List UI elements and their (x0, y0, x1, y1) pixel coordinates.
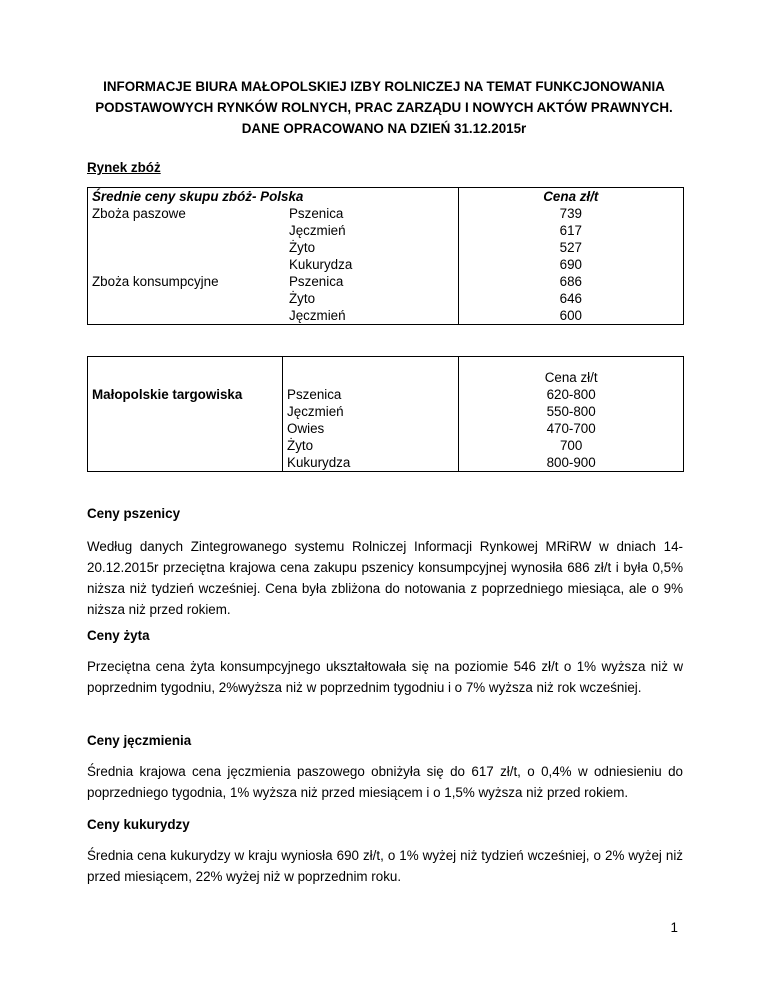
table2-item: Żyto (287, 438, 314, 453)
section-heading: Rynek zbóż (87, 160, 161, 175)
markets-items-cell (283, 357, 459, 472)
markets-prices-cell (459, 357, 684, 472)
table2-price: 550-800 (546, 404, 596, 419)
table1-item: Kukurydza (289, 257, 353, 272)
barley-heading: Ceny jęczmienia (87, 733, 192, 748)
table2-price: 620-800 (546, 387, 596, 402)
table2-item: Pszenica (287, 387, 342, 402)
title-line-1: INFORMACJE BIURA MAŁOPOLSKIEJ IZBY ROLNICZEJ NA TEMAT FUNKCJONOWANIA (103, 79, 665, 94)
table1-item: Pszenica (289, 206, 344, 221)
table2-price: 800-900 (546, 455, 596, 470)
table2-item: Owies (287, 421, 325, 436)
rye-paragraph: Przeciętna cena żyta konsumpcyjnego ukształtowała się na poziomie 546 zł/t o 1% wyższa niż w poprzednim tygodniu, 2%wyższa niż w poprzednim tygodniu i o 7% wyższa niż rok wcześniej. (87, 659, 683, 695)
table1-item: Żyto (289, 291, 316, 306)
table1-item: Pszenica (289, 274, 344, 289)
table1-item: Żyto (289, 240, 316, 255)
table1-item: Jęczmień (289, 308, 346, 323)
table1-price: 646 (559, 291, 582, 306)
table2-price: 700 (559, 438, 583, 453)
table1-header-left: Średnie ceny skupu zbóż- Polska (92, 189, 304, 204)
wheat-heading: Ceny pszenicy (87, 506, 181, 521)
table1-price: 686 (559, 274, 582, 289)
national-prices-table (87, 187, 684, 325)
page-number: 1 (670, 920, 678, 935)
title-line-2: PODSTAWOWYCH RYNKÓW ROLNYCH, PRAC ZARZĄDU I NOWYCH AKTÓW PRAWNYCH. (95, 100, 673, 115)
corn-paragraph: Średnia cena kukurydzy w kraju wyniosła 690 zł/t, o 1% wyżej niż tydzień wcześniej, o 2% wyżej niż przed miesiącem, 22% wyżej niż w poprzednim roku. (87, 848, 683, 884)
table1-price: 690 (559, 257, 582, 272)
table1-price: 527 (559, 240, 582, 255)
malopolska-markets-table (87, 356, 684, 472)
group-consumer-grain: Zboża konsumpcyjne (92, 274, 219, 289)
markets-label: Małopolskie targowiska (92, 387, 243, 402)
markets-label-cell (88, 357, 283, 472)
group-feed-grain: Zboża paszowe (92, 206, 186, 221)
national-labels-cell (88, 188, 459, 325)
table1-header-right: Cena zł/t (543, 189, 599, 204)
table2-item: Kukurydza (287, 455, 351, 470)
wheat-paragraph: Według danych Zintegrowanego systemu Rolniczej Informacji Rynkowej MRiRW w dniach 14-20.12.2015r przeciętna krajowa cena zakupu pszenicy konsumpcyjnej wynosiła 686 zł/t i była 0,5% niższa niż tydzień wcześniej. Cena była zbliżona do notowania z poprzedniego miesiąca, ale o 9% niższa niż przed rokiem. (87, 539, 683, 617)
title-line-3: DANE OPRACOWANO NA DZIEŃ 31.12.2015r (241, 121, 527, 136)
document-title (70, 76, 698, 139)
table1-price: 739 (559, 206, 582, 221)
table2-header-right: Cena zł/t (544, 370, 598, 385)
table1-price: 600 (559, 308, 582, 323)
table1-price: 617 (559, 223, 582, 238)
table1-item: Jęczmień (289, 223, 346, 238)
national-prices-cell (458, 188, 683, 325)
corn-heading: Ceny kukurydzy (87, 817, 190, 832)
table2-price: 470-700 (546, 421, 596, 436)
rye-heading: Ceny żyta (87, 628, 150, 643)
table2-item: Jęczmień (287, 404, 344, 419)
barley-paragraph: Średnia krajowa cena jęczmienia paszowego obniżyła się do 617 zł/t, o 0,4% w odniesieniu do poprzedniego tygodnia, 1% wyższa niż przed miesiącem i o 1,5% wyższa niż przed rokiem. (87, 764, 683, 800)
